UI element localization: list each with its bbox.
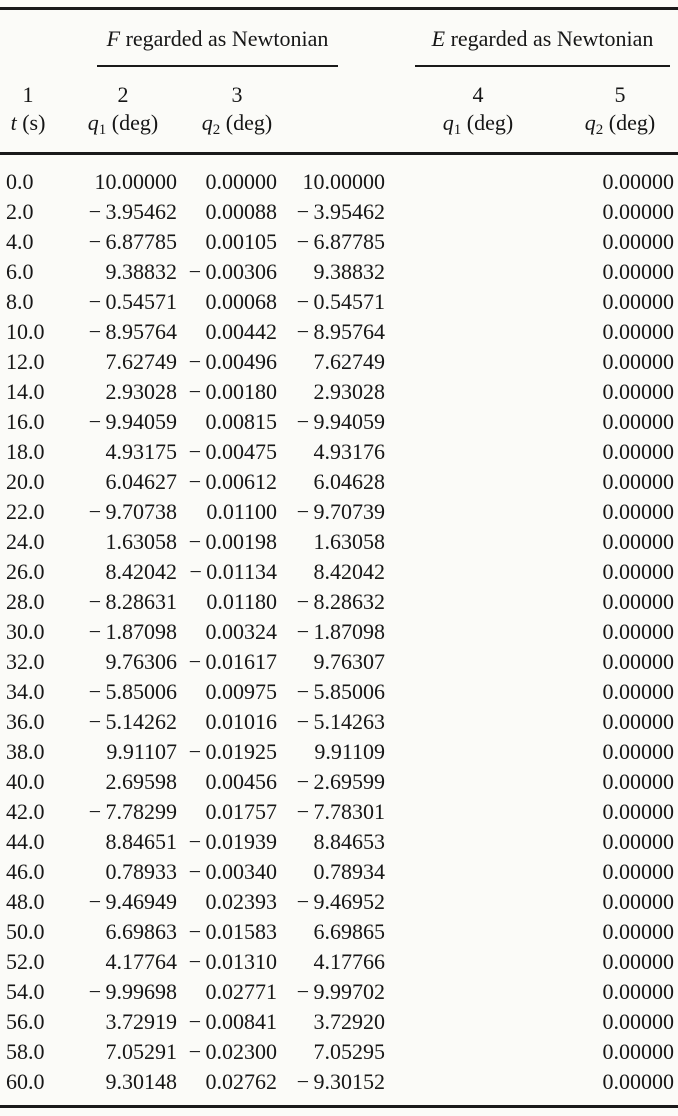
column-number-3: 3 [231, 82, 243, 107]
cell-e-q1: − 6.87785 [296, 229, 385, 254]
table-row [0, 797, 678, 827]
cell-f-q2: 0.00088 [205, 199, 277, 224]
column-number-5: 5 [614, 82, 626, 107]
table-row [0, 977, 678, 1007]
group-header-f-text: regarded as Newtonian [120, 26, 329, 51]
cell-f-q1: − 9.94059 [88, 409, 177, 434]
cell-e-q1: − 7.78301 [296, 799, 385, 824]
table-row [0, 467, 678, 497]
cell-time: 42.0 [6, 799, 45, 824]
cell-f-q2: − 0.00198 [188, 529, 277, 554]
cell-time: 4.0 [6, 229, 34, 254]
cell-f-q2: 0.01180 [206, 589, 277, 614]
cell-time: 50.0 [6, 919, 45, 944]
cell-e-q1: − 3.95462 [296, 199, 385, 224]
cell-f-q2: − 0.01310 [188, 949, 277, 974]
cell-e-q2: 0.00000 [602, 1009, 674, 1034]
cell-f-q1: 9.30148 [105, 1069, 177, 1094]
cell-f-q1: − 8.95764 [88, 319, 177, 344]
cell-e-q1: 9.91109 [314, 739, 385, 764]
cell-e-q1: 7.05295 [313, 1039, 385, 1064]
cell-f-q1: − 7.78299 [88, 799, 177, 824]
cell-e-q1: − 9.46952 [296, 889, 385, 914]
table-row [0, 497, 678, 527]
table-body [0, 154, 678, 1107]
cell-e-q2: 0.00000 [602, 859, 674, 884]
cell-e-q1: − 2.69599 [296, 769, 385, 794]
cell-e-q2: 0.00000 [602, 319, 674, 344]
cell-e-q1: 6.69865 [313, 919, 385, 944]
cell-e-q1: 4.17766 [313, 949, 385, 974]
cell-f-q2: 0.02762 [205, 1069, 277, 1094]
cell-e-q2: 0.00000 [602, 649, 674, 674]
cell-e-q1: − 8.28632 [296, 589, 385, 614]
symbol-q: q [442, 110, 454, 135]
table-row [0, 707, 678, 737]
group-header-e-text: regarded as Newtonian [445, 26, 654, 51]
unit-deg: (deg) [603, 110, 656, 135]
cell-e-q2: 0.00000 [602, 889, 674, 914]
subscript: 2 [212, 122, 221, 138]
table-row [0, 1067, 678, 1107]
cell-e-q2: 0.00000 [602, 349, 674, 374]
cell-f-q1: 0.78933 [105, 859, 177, 884]
cell-f-q2: − 0.01939 [188, 829, 277, 854]
table-row [0, 437, 678, 467]
cell-f-q1: − 3.95462 [88, 199, 177, 224]
cell-time: 56.0 [6, 1009, 45, 1034]
cell-e-q1: 6.04628 [313, 469, 385, 494]
group-header-spacer [0, 9, 70, 68]
cell-f-q2: − 0.00612 [188, 469, 277, 494]
column-number-4: 4 [472, 82, 484, 107]
table-row [0, 647, 678, 677]
table-row [0, 557, 678, 587]
cell-f-q2: − 0.00475 [188, 439, 277, 464]
cell-time: 48.0 [6, 889, 45, 914]
cell-f-q1: − 1.87098 [88, 619, 177, 644]
cell-f-q1: 6.04627 [105, 469, 177, 494]
cell-e-q1: − 5.14263 [296, 709, 385, 734]
column-label-t [0, 107, 70, 154]
cell-e-q2: 0.00000 [602, 799, 674, 824]
table-row [0, 887, 678, 917]
cell-f-q2: 0.00456 [205, 769, 277, 794]
symbol-E: E [431, 26, 446, 51]
table-row [0, 197, 678, 227]
table-row [0, 317, 678, 347]
cell-f-q2: − 0.01583 [188, 919, 277, 944]
cell-e-q2: 0.00000 [602, 589, 674, 614]
cell-e-q2: 0.00000 [602, 529, 674, 554]
table-row [0, 857, 678, 887]
cell-time: 8.0 [6, 289, 34, 314]
cell-time: 30.0 [6, 619, 45, 644]
cell-e-q2: 0.00000 [602, 559, 674, 584]
symbol-F: F [106, 26, 121, 51]
cell-e-q2: 0.00000 [602, 229, 674, 254]
group-header-e-cell [280, 9, 678, 68]
symbol-t: t [10, 110, 17, 135]
cell-e-q1: 2.93028 [313, 379, 385, 404]
cell-e-q2: 0.00000 [602, 829, 674, 854]
cell-time: 26.0 [6, 559, 45, 584]
cell-e-q1: 0.78934 [313, 859, 385, 884]
cell-f-q1: − 0.54571 [88, 289, 177, 314]
table-row [0, 947, 678, 977]
cell-f-q1: − 9.46949 [88, 889, 177, 914]
cell-f-q2: 0.00068 [205, 289, 277, 314]
cell-f-q1: − 5.85006 [88, 679, 177, 704]
cell-e-q1: − 9.30152 [296, 1069, 385, 1094]
column-number-row [0, 67, 678, 107]
cell-e-q1: − 8.95764 [296, 319, 385, 344]
cell-time: 46.0 [6, 859, 45, 884]
column-label-f-q2 [180, 107, 280, 154]
cell-f-q1: − 9.70738 [88, 499, 177, 524]
cell-f-q1: 3.72919 [105, 1009, 177, 1034]
cell-f-q2: − 0.00496 [188, 349, 277, 374]
cell-time: 32.0 [6, 649, 45, 674]
cell-time: 52.0 [6, 949, 45, 974]
cell-f-q1: 9.76306 [105, 649, 177, 674]
cell-f-q2: 0.00105 [205, 229, 277, 254]
cell-time: 16.0 [6, 409, 45, 434]
table-row [0, 767, 678, 797]
table-row [0, 527, 678, 557]
cell-f-q1: 9.38832 [105, 259, 177, 284]
cell-e-q2: 0.00000 [602, 979, 674, 1004]
cell-f-q2: − 0.02300 [188, 1039, 277, 1064]
cell-e-q1: 4.93176 [313, 439, 385, 464]
unit-deg: (deg) [220, 110, 273, 135]
cell-e-q2: 0.00000 [602, 169, 674, 194]
column-label-e-q2 [533, 107, 678, 154]
cell-time: 14.0 [6, 379, 45, 404]
group-header-f-cell [70, 9, 329, 68]
cell-e-q2: 0.00000 [602, 769, 674, 794]
symbol-q: q [584, 110, 596, 135]
cell-f-q1: − 8.28631 [88, 589, 177, 614]
table-row [0, 617, 678, 647]
subscript: 1 [453, 122, 462, 138]
cell-f-q2: 0.01757 [205, 799, 277, 824]
unit-s: (s) [16, 110, 46, 135]
cell-e-q1: 9.38832 [313, 259, 385, 284]
cell-e-q2: 0.00000 [602, 919, 674, 944]
cell-time: 34.0 [6, 679, 45, 704]
cell-time: 2.0 [6, 199, 34, 224]
column-label-row [0, 107, 678, 154]
cell-f-q2: 0.00000 [205, 169, 277, 194]
table-row [0, 257, 678, 287]
cell-e-q1: 8.84653 [313, 829, 385, 854]
cell-f-q1: 9.91107 [106, 739, 177, 764]
cell-f-q1: 6.69863 [105, 919, 177, 944]
cell-f-q1: 4.93175 [105, 439, 177, 464]
cell-f-q2: − 0.00180 [188, 379, 277, 404]
cell-time: 60.0 [6, 1069, 45, 1094]
cell-e-q2: 0.00000 [602, 409, 674, 434]
group-header-e-newtonian [415, 10, 670, 67]
table-row [0, 737, 678, 767]
cell-f-q2: − 0.01134 [189, 559, 277, 584]
cell-time: 38.0 [6, 739, 45, 764]
table-row [0, 677, 678, 707]
cell-time: 24.0 [6, 529, 45, 554]
cell-e-q2: 0.00000 [602, 199, 674, 224]
cell-f-q2: − 0.00340 [188, 859, 277, 884]
cell-time: 44.0 [6, 829, 45, 854]
cell-time: 22.0 [6, 499, 45, 524]
cell-time: 20.0 [6, 469, 45, 494]
cell-time: 36.0 [6, 709, 45, 734]
column-label-f-q1 [70, 107, 180, 154]
table-row [0, 407, 678, 437]
cell-f-q2: 0.02771 [205, 979, 277, 1004]
cell-f-q1: − 9.99698 [88, 979, 177, 1004]
cell-f-q2: 0.00975 [205, 679, 277, 704]
column-label-e-q1 [280, 107, 533, 154]
cell-f-q2: 0.00324 [205, 619, 277, 644]
cell-f-q2: 0.01100 [206, 499, 277, 524]
cell-e-q2: 0.00000 [602, 289, 674, 314]
symbol-q: q [87, 110, 99, 135]
cell-e-q1: − 1.87098 [296, 619, 385, 644]
unit-deg: (deg) [461, 110, 514, 135]
cell-e-q2: 0.00000 [602, 469, 674, 494]
cell-e-q2: 0.00000 [602, 1039, 674, 1064]
cell-e-q2: 0.00000 [602, 709, 674, 734]
cell-f-q1: − 5.14262 [88, 709, 177, 734]
cell-f-q2: − 0.00841 [188, 1009, 277, 1034]
column-number-2: 2 [117, 82, 129, 107]
symbol-q: q [201, 110, 213, 135]
cell-f-q2: 0.01016 [205, 709, 277, 734]
cell-e-q2: 0.00000 [602, 439, 674, 464]
cell-f-q2: − 0.01925 [188, 739, 277, 764]
cell-time: 40.0 [6, 769, 45, 794]
table-row [0, 827, 678, 857]
cell-f-q2: 0.02393 [205, 889, 277, 914]
subscript: 2 [595, 122, 604, 138]
results-table [0, 7, 678, 1108]
cell-time: 58.0 [6, 1039, 45, 1064]
cell-e-q2: 0.00000 [602, 679, 674, 704]
cell-f-q2: 0.00815 [205, 409, 277, 434]
cell-e-q1: 7.62749 [313, 349, 385, 374]
cell-e-q1: − 9.94059 [296, 409, 385, 434]
cell-f-q1: 1.63058 [105, 529, 177, 554]
table-row [0, 1007, 678, 1037]
cell-e-q1: − 9.99702 [296, 979, 385, 1004]
cell-e-q1: 8.42042 [313, 559, 385, 584]
cell-time: 10.0 [6, 319, 45, 344]
cell-e-q2: 0.00000 [602, 379, 674, 404]
cell-e-q2: 0.00000 [602, 949, 674, 974]
cell-f-q1: 4.17764 [105, 949, 177, 974]
cell-f-q1: 7.62749 [105, 349, 177, 374]
table-row [0, 227, 678, 257]
subscript: 1 [98, 122, 107, 138]
table-header [0, 9, 678, 154]
cell-f-q1: 10.00000 [94, 169, 177, 194]
group-header-row [0, 9, 678, 68]
cell-e-q1: 10.00000 [302, 169, 385, 194]
unit-deg: (deg) [106, 110, 159, 135]
cell-f-q2: − 0.00306 [188, 259, 277, 284]
cell-e-q2: 0.00000 [602, 499, 674, 524]
cell-time: 54.0 [6, 979, 45, 1004]
cell-time: 12.0 [6, 349, 45, 374]
cell-f-q1: 8.42042 [105, 559, 177, 584]
table-row [0, 154, 678, 198]
cell-f-q2: − 0.01617 [188, 649, 277, 674]
table-row [0, 287, 678, 317]
cell-f-q1: 2.93028 [105, 379, 177, 404]
cell-f-q1: 8.84651 [105, 829, 177, 854]
cell-f-q1: 2.69598 [105, 769, 177, 794]
cell-e-q1: 3.72920 [313, 1009, 385, 1034]
cell-e-q1: 9.76307 [313, 649, 385, 674]
table-row [0, 347, 678, 377]
cell-f-q2: 0.00442 [205, 319, 277, 344]
table-row [0, 377, 678, 407]
table-row [0, 587, 678, 617]
table-row [0, 1037, 678, 1067]
cell-time: 6.0 [6, 259, 34, 284]
cell-e-q1: − 0.54571 [296, 289, 385, 314]
cell-e-q1: − 5.85006 [296, 679, 385, 704]
column-number-1: 1 [22, 82, 34, 107]
cell-time: 28.0 [6, 589, 45, 614]
cell-e-q1: 1.63058 [313, 529, 385, 554]
cell-e-q2: 0.00000 [602, 739, 674, 764]
cell-time: 18.0 [6, 439, 45, 464]
cell-f-q1: − 6.87785 [88, 229, 177, 254]
cell-time: 0.0 [6, 169, 34, 194]
cell-f-q1: 7.05291 [105, 1039, 177, 1064]
cell-e-q2: 0.00000 [602, 259, 674, 284]
cell-e-q2: 0.00000 [602, 619, 674, 644]
table-row [0, 917, 678, 947]
cell-e-q1: − 9.70739 [296, 499, 385, 524]
cell-e-q2: 0.00000 [602, 1069, 674, 1094]
